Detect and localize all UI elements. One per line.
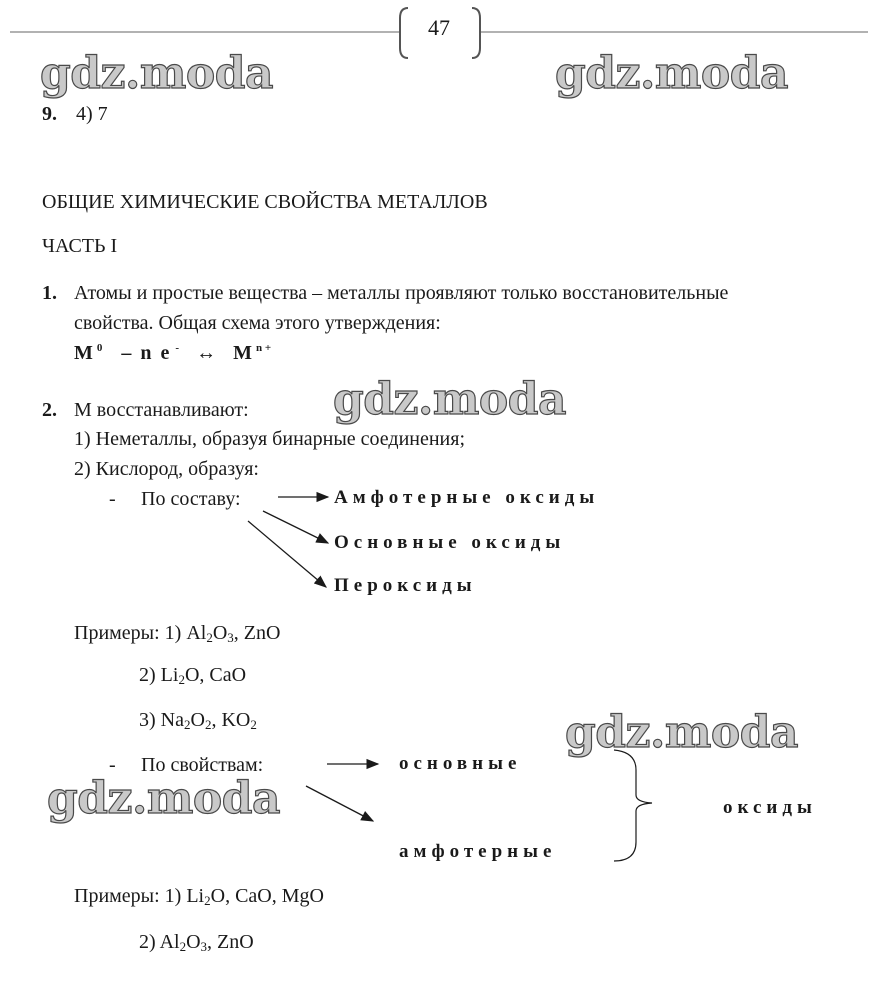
ex5-al-sub: 2: [179, 939, 187, 954]
oxides-brace: [614, 750, 652, 861]
scheme-zero: 0: [96, 342, 103, 354]
q9-number: 9.: [42, 103, 57, 125]
ex3-pre: 3): [139, 709, 161, 731]
by-composition-label: По составу:: [141, 488, 241, 510]
ex3-k-sub: 2: [250, 717, 257, 732]
examples-line-5: [139, 930, 254, 954]
ex3-mid: , KO: [211, 709, 251, 731]
ex2-li: Li: [160, 664, 179, 686]
ex1-o: O: [212, 622, 228, 644]
properties-dash: -: [109, 754, 116, 776]
item2-intro: М восстанавливают:: [74, 399, 249, 421]
ex4-li: Li: [186, 885, 205, 907]
ex5-al: Al: [159, 931, 180, 953]
examples-line-1: [74, 621, 280, 645]
section-title: ОБЩИЕ ХИМИЧЕСКИЕ СВОЙСТВА МЕТАЛЛОВ: [42, 191, 488, 213]
ex3-o: O: [190, 709, 205, 731]
examples-line-2: [139, 663, 246, 687]
comp-peroxides: Пероксиды: [334, 575, 477, 596]
scheme-m: M: [74, 342, 93, 364]
composition-dash: -: [109, 488, 116, 510]
item2-sub1: 1) Неметаллы, образуя бинарные соединения;: [74, 428, 466, 450]
ex1-o-sub: 3: [227, 630, 234, 645]
ex1-al-sub: 2: [206, 630, 213, 645]
ex1-rest: , ZnO: [233, 622, 281, 644]
ex2-rest: O, CaO: [184, 664, 247, 686]
prop-amphoteric: амфотерные: [399, 841, 557, 862]
examples-line-3: [139, 708, 257, 732]
ex2-pre: 2): [139, 664, 161, 686]
by-properties-label: По свойствам:: [141, 754, 264, 776]
ex5-rest: , ZnO: [207, 931, 254, 953]
arrow-to-basic: [263, 511, 328, 543]
watermark-right: gdz.moda: [565, 707, 799, 758]
item2-number: 2.: [42, 399, 57, 421]
section-part: ЧАСТЬ I: [42, 235, 118, 257]
watermark-left: gdz.moda: [47, 773, 281, 824]
examples-line-4: [74, 884, 324, 908]
ex5-o: O: [186, 931, 201, 953]
item1-line2: свойства. Общая схема этого утверждения:: [74, 312, 441, 334]
watermark-middle: gdz.moda: [333, 374, 567, 425]
scheme-m2: M: [233, 342, 252, 364]
scheme-charge: n +: [255, 342, 272, 354]
q9-answer: 4) 7: [76, 103, 108, 125]
scheme-ne: – n e: [121, 342, 172, 364]
examples-label: Примеры: 1): [74, 622, 187, 644]
ex2-li-sub: 2: [178, 672, 185, 687]
ex4-pre: Примеры: 1): [74, 885, 187, 907]
prop-basic: основные: [399, 753, 522, 774]
scheme-electron-charge: -: [175, 342, 180, 354]
scheme-arrow: ↔: [196, 342, 217, 364]
ex3-na: Na: [160, 709, 184, 731]
page-number: 47: [428, 15, 450, 40]
watermark-top-right: gdz.moda: [555, 48, 789, 99]
ex5-o-sub: 3: [200, 939, 208, 954]
prop-oxides: оксиды: [723, 797, 817, 818]
ex3-o-sub: 2: [204, 717, 212, 732]
ex5-pre: 2): [139, 931, 160, 953]
ex1-al: Al: [186, 622, 207, 644]
item1-line1: Атомы и простые вещества – металлы проявляют только восстановительные: [74, 282, 729, 304]
item2-sub2: 2) Кислород, образуя:: [74, 458, 259, 480]
ex4-rest: O, CaO, MgO: [210, 885, 324, 907]
ex4-li-sub: 2: [204, 893, 211, 908]
watermark-top-left: gdz.moda: [40, 48, 274, 99]
arrow-to-prop-amphoteric: [306, 786, 373, 821]
arrow-to-peroxides: [248, 521, 326, 587]
comp-basic: Основные оксиды: [334, 532, 566, 553]
comp-amphoteric: Амфотерные оксиды: [334, 487, 600, 508]
ex3-na-sub: 2: [184, 717, 191, 732]
item1-number: 1.: [42, 282, 57, 304]
